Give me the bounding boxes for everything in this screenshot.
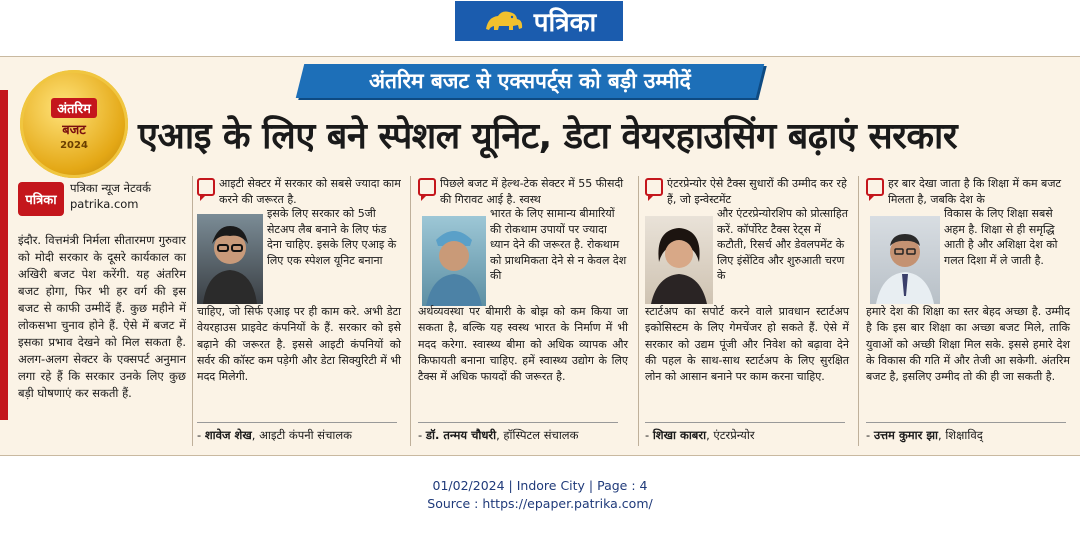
- source-name: पत्रिका न्यूज नेटवर्क: [70, 181, 151, 195]
- expert-photo: [870, 216, 940, 304]
- expert-photo: [197, 214, 263, 304]
- expert-column-1: [197, 176, 403, 446]
- expert-name: शावेज शेख: [204, 428, 252, 442]
- expert-intro: आइटी सेक्टर में सरकार को सबसे ज्यादा काम करने की जरूरत है.: [219, 177, 401, 206]
- quote-icon: [418, 178, 436, 196]
- expert-intro: एंटरप्रेन्योर ऐसे टैक्स सुधारों की उम्मीद कर रहे हैं, जो इन्वेस्टमेंट: [667, 177, 847, 206]
- expert-side-text: भारत के लिए सामान्य बीमारियों की रोकथाम उपायों पर ज्यादा ध्यान देने की जरूरत है. रोकथाम को प्राथमिकता देने से न केवल देश की: [490, 207, 627, 282]
- expert-author: - शावेज शेख, आइटी कंपनी संचालक: [197, 428, 352, 443]
- budget-badge: [20, 70, 128, 178]
- left-accent-bar: [0, 90, 8, 420]
- column-divider: [858, 176, 859, 446]
- expert-author: - शिखा काबरा, एंटरप्रेन्योर: [645, 428, 755, 443]
- footer-source-link[interactable]: Source : https://epaper.patrika.com/: [427, 496, 653, 511]
- quote-icon: [197, 178, 215, 196]
- badge-line1: अंतरिम: [51, 98, 97, 118]
- expert-intro: पिछले बजट में हेल्थ-टेक सेक्टर में 55 फीसदी की गिरावट आई है. स्वस्थ: [440, 177, 624, 206]
- column-divider: [638, 176, 639, 446]
- expert-body-text: चाहिए, जो सिर्फ एआइ पर ही काम करे. अभी डेटा वेयरहाउस प्राइवेट कंपनियों के हैं. सरकार को इसे बढ़ाने की जरूरत है. इससे आइटी कंपनियों को सर्वर की कॉस्ट कम पड़ेगी और डेटा सिक्युरिटी में भी मदद मिलेगी.: [197, 305, 401, 384]
- footer-date-line: 01/02/2024 | Indore City | Page : 4: [432, 478, 648, 493]
- column-divider: [410, 176, 411, 446]
- expert-photo: [422, 216, 486, 306]
- badge-year: 2024: [60, 139, 88, 151]
- expert-column-4: [866, 176, 1072, 446]
- lion-emblem-icon: [482, 7, 526, 35]
- expert-name: उत्तम कुमार झा: [873, 428, 939, 442]
- quote-icon: [645, 178, 663, 196]
- expert-name: डॉ. तन्मय चौधरी: [425, 428, 497, 442]
- expert-body-text: अर्थव्यवस्था पर बीमारी के बोझ को कम किया जा सकता है, बल्कि यह स्वस्थ भारत के निर्माण में भी मदद करेगा. स्वास्थ्य बीमा को अधिक व्यापक और किफायती बनाना चाहिए. हमें स्वास्थ्य उद्योग के लिए टैक्स में अधिक फायदों की जरूरत है.: [418, 305, 628, 384]
- badge-line2: बजट: [62, 122, 86, 138]
- expert-role: , एंटरप्रेन्योर: [706, 428, 755, 442]
- expert-intro: हर बार देखा जाता है कि शिक्षा में कम बजट मिलता है, जबकि देश के: [888, 177, 1062, 206]
- expert-photo: [645, 216, 713, 304]
- expert-side-text: विकास के लिए शिक्षा सबसे अहम है. शिक्षा से ही समृद्धि आती है और अशिक्षा देश को गलत दिशा में ले जाती है.: [944, 207, 1058, 267]
- expert-side-text: और एंटरप्रेन्योरशिप को प्रोत्साहित करें. कॉर्पोरेट टैक्स रेट्स में कटौती, रिसर्च और डेवलपमेंट के लिए इंसेंटिव और शुरुआती चरण के: [717, 207, 848, 282]
- expert-side-text: इसके लिए सरकार को 5जी सेटअप लैब बनाने के लिए फंड देना चाहिए. इसके लिए एआइ के लिए एक स्पेशल यूनिट बनाना: [267, 207, 397, 267]
- expert-author: - उत्तम कुमार झा, शिक्षाविद्: [866, 428, 983, 443]
- headline: एआइ के लिए बने स्पेशल यूनिट, डेटा वेयरहाउसिंग बढ़ाएं सरकार: [138, 116, 958, 157]
- topic-banner: [296, 64, 764, 98]
- expert-author: - डॉ. तन्मय चौधरी, हॉस्पिटल संचालक: [418, 428, 578, 443]
- expert-body-text: स्टार्टअप का सपोर्ट करने वाले प्रावधान स्टार्टअप इकोसिस्टम के लिए गेमचेंजर हो सकते हैं. ऐसे में सरकार को उद्यम पूंजी और निवेश को बढ़ावा देने की पहल के साथ-साथ स्टार्टअप के लिए सुरक्षित लोन को आसान बनाने पर काम करना चाहिए.: [645, 305, 849, 384]
- expert-role: , शिक्षाविद्: [938, 428, 983, 442]
- source-site: patrika.com: [70, 197, 139, 211]
- source-logo: पत्रिका: [18, 182, 64, 216]
- lead-paragraph: इंदौर. वित्तमंत्री निर्मला सीतारमण गुरुवार को मोदी सरकार के दूसरे कार्यकाल का अखिरी बजट पेश करेंगी. यह अंतरिम बजट होगा, फिर भी हर वर्ग की इस बजट से काफी उम्मीदें हैं. कुछ महीने में लोकसभा चुनाव होने हैं. ऐसे में बजट में इसका प्रभाव देखने को मिल सकता है. अलग-अलग सेक्टर के एक्सपर्ट अनुमान लगा रहे हैं कि सरकार उनके लिए कुछ बड़ी घोषणाएं कर सकती हैं.: [18, 233, 186, 400]
- quote-icon: [866, 178, 884, 196]
- expert-name: शिखा काबरा: [652, 428, 707, 442]
- brand-name: पत्रिका: [533, 8, 597, 38]
- expert-role: , हॉस्पिटल संचालक: [496, 428, 579, 442]
- column-divider: [192, 176, 193, 446]
- expert-role: , आइटी कंपनी संचालक: [251, 428, 352, 442]
- expert-column-2: [418, 176, 630, 446]
- expert-column-3: [645, 176, 851, 446]
- topic-banner-text: अंतरिम बजट से एक्सपर्ट्स को बड़ी उम्मीदें: [369, 69, 691, 93]
- patrika-logo: [455, 1, 623, 41]
- expert-body-text: हमारे देश की शिक्षा का स्तर बेहद अच्छा है. उम्मीद है कि इस बार शिक्षा का अच्छा बजट मिले, ताकि युवाओं को अच्छी शिक्षा मिल सके. इससे हमारे देश के विकास की गति में और तेजी आ सकेगी. अंतरिम बजट है, इसलिए उम्मीद तो की ही जा सकती है.: [866, 305, 1070, 384]
